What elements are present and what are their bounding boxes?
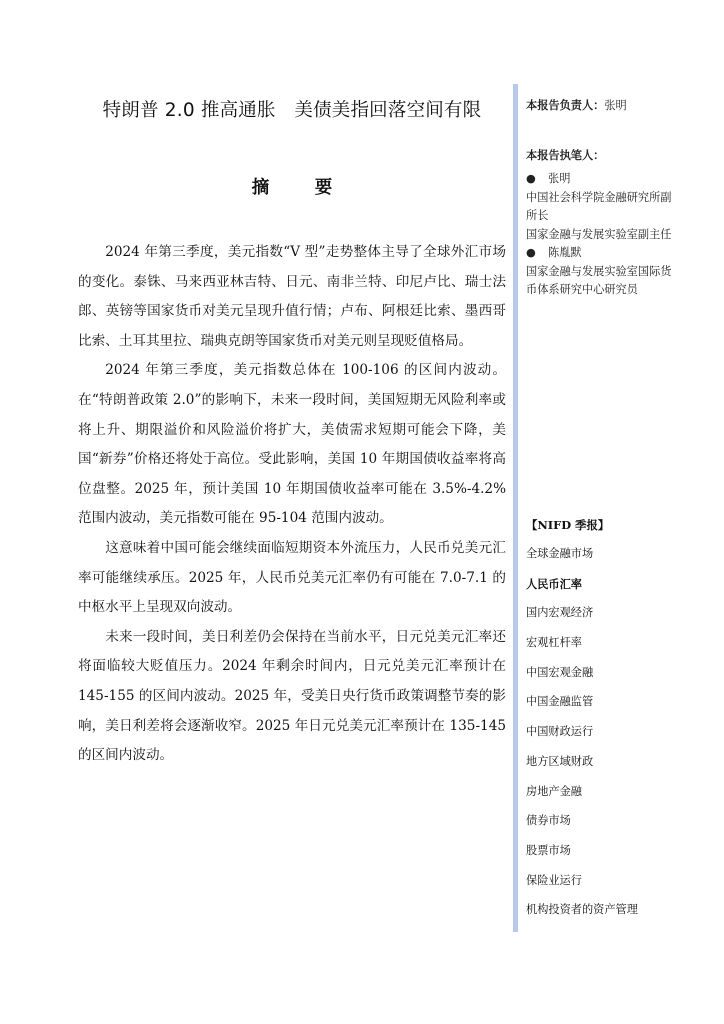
- nifd-item[interactable]: 地方区域财政: [526, 754, 594, 768]
- report-main: [78, 96, 506, 771]
- abstract-paragraph-3: 这意味着中国可能会继续面临短期资本外流压力，人民币兑美元汇率可能继续承压。2025 年，人民币兑美元汇率仍有可能在 7.0-7.1 的中枢水平上呈现双向波动。: [78, 539, 506, 616]
- nifd-item[interactable]: 国内宏观经济: [526, 606, 594, 620]
- report-title: 特朗普 2.0 推高通胀 美债美指回落空间有限: [102, 100, 482, 121]
- abstract-heading: 摘 要: [251, 178, 347, 198]
- nifd-series-list: [526, 545, 638, 931]
- author-name: 陈胤默: [548, 246, 582, 259]
- abstract-paragraph-4: 未来一段时间，美日利差仍会保持在当前水平，日元兑美元汇率还将面临较大贬值压力。2024 年剩余时间内，日元兑美元汇率预计在 145-155 的区间内波动。2025 年，受美日央行货币政策调整节奏的影响，美日利差将会逐渐收窄。2025 年日元兑美元汇率预计在 135-145 的区间内波动。: [78, 628, 506, 764]
- author-item: [526, 244, 678, 263]
- author-name: 张明: [548, 172, 571, 185]
- author-list: [526, 170, 678, 300]
- nifd-item[interactable]: 中国财政运行: [526, 725, 594, 739]
- nifd-item[interactable]: 保险业运行: [526, 873, 582, 887]
- abstract-paragraph-2: 2024 年第三季度，美元指数总体在 100-106 的区间内波动。在“特朗普政策 2.0”的影响下，未来一段时间，美国短期无风险利率或将上升、期限溢价和风险溢价将扩大，美债需求短期可能会下降，美国“新券”价格还将处于高位。受此影响，美国 10 年期国债收益率将高位盘整。2025 年，预计美国 10 年期国债收益率可能在 3.5%-4.2%范围内波动，美元指数可能在 95-104 范围内波动。: [78, 362, 506, 527]
- responsible-label: 本报告负责人：: [526, 98, 605, 112]
- nifd-item[interactable]: 债券市场: [526, 814, 571, 828]
- bullet-icon: ●: [526, 246, 536, 259]
- nifd-series-title: 【NIFD 季报】: [526, 518, 610, 532]
- author-affiliation: 国家金融与发展实验室副主任: [526, 227, 672, 241]
- nifd-item[interactable]: 中国宏观金融: [526, 665, 594, 679]
- authors-label: 本报告执笔人：: [526, 147, 605, 162]
- author-affiliation: 国家金融与发展实验室国际货币体系研究中心研究员: [526, 264, 672, 296]
- author-item: [526, 170, 678, 189]
- bullet-icon: ●: [526, 172, 536, 185]
- nifd-item[interactable]: 房地产金融: [526, 784, 582, 798]
- nifd-item[interactable]: 中国金融监管: [526, 695, 594, 709]
- sidebar-divider-bar: [513, 84, 518, 932]
- responsible-line: [526, 96, 678, 116]
- author-affiliation: 中国社会科学院金融研究所副所长: [526, 190, 672, 222]
- nifd-item-current[interactable]: 人民币汇率: [526, 576, 582, 591]
- sidebar-info: [526, 96, 678, 300]
- abstract-paragraph-1: 2024 年第三季度，美元指数“V 型”走势整体主导了全球外汇市场的变化。泰铢、马来西亚林吉特、日元、南非兰特、印尼卢比、瑞士法郎、英镑等国家货币对美元呈现升值行情；卢布、阿根廷比索、墨西哥比索、土耳其里拉、瑞典克朗等国家货币对美元则呈现贬值格局。: [78, 244, 506, 349]
- nifd-item[interactable]: 宏观杠杆率: [526, 636, 582, 650]
- nifd-item[interactable]: 全球金融市场: [526, 547, 594, 560]
- responsible-name: 张明: [604, 99, 627, 112]
- nifd-item[interactable]: 机构投资者的资产管理: [526, 903, 638, 917]
- nifd-item[interactable]: 股票市场: [526, 843, 571, 857]
